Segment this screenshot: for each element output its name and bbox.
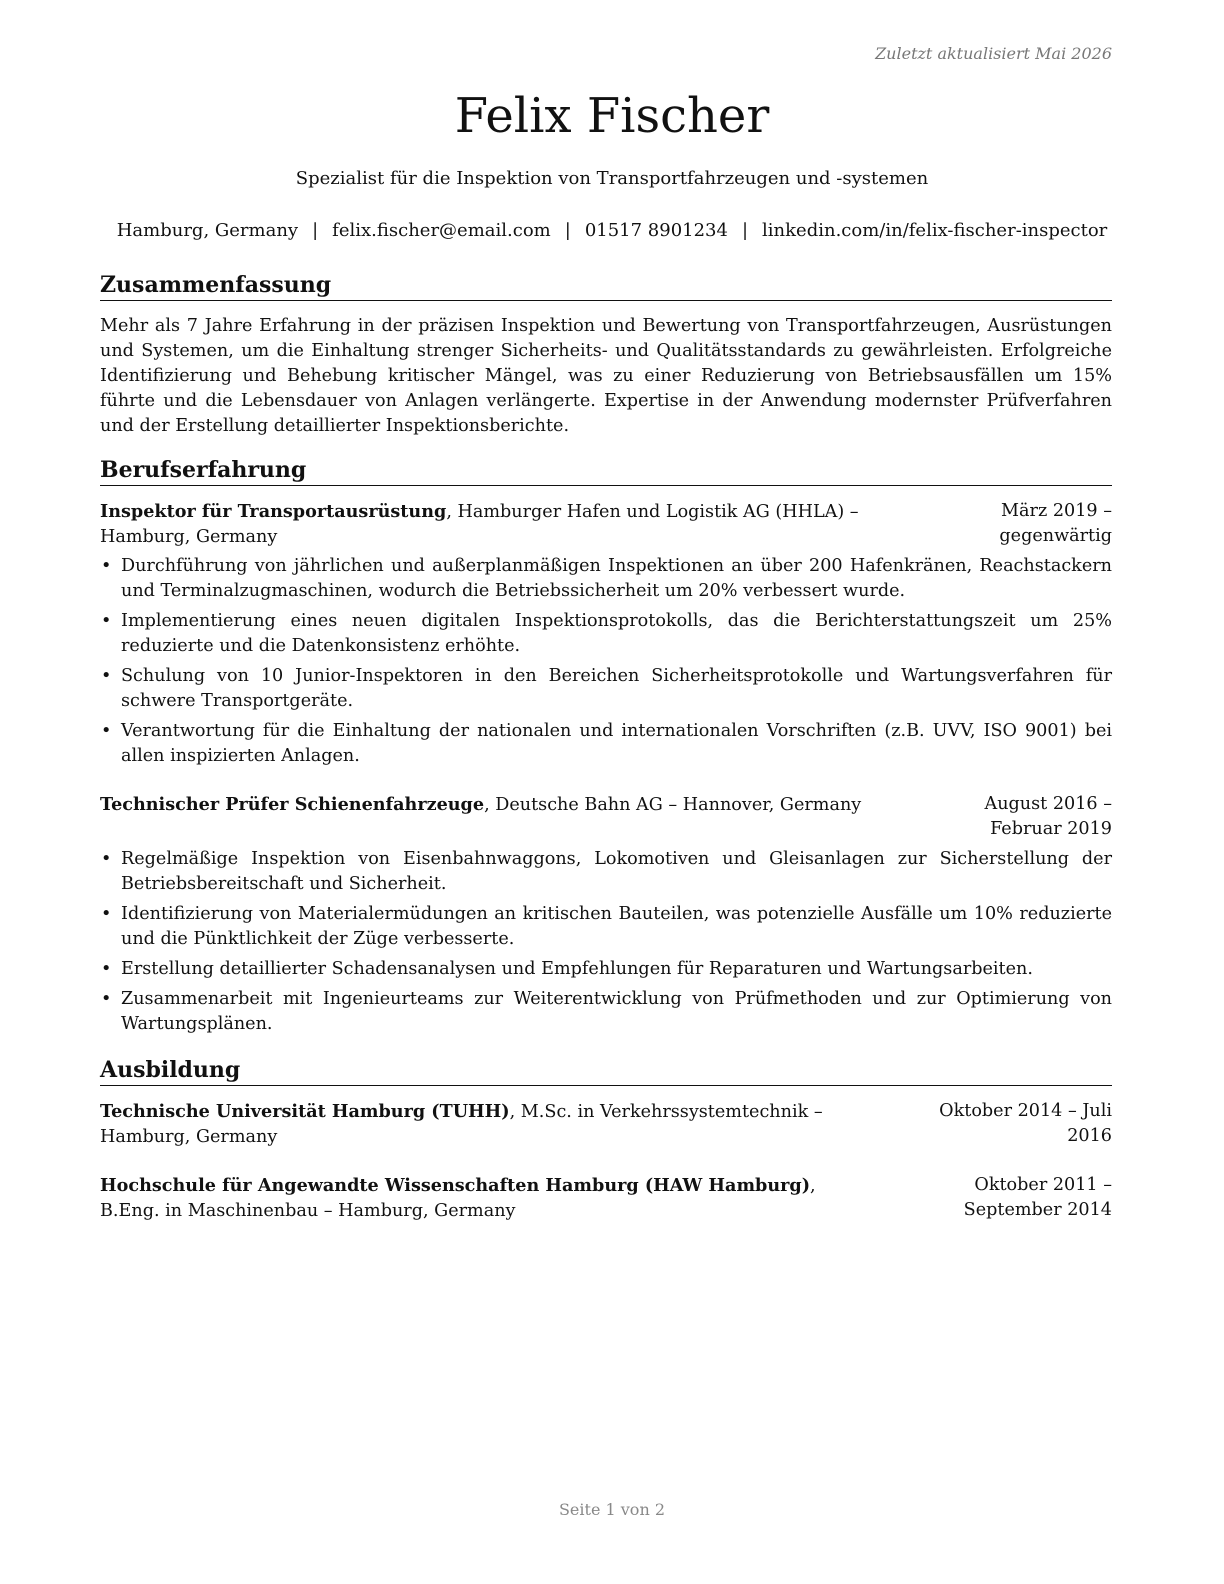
section-title-experience: Berufserfahrung	[100, 455, 1112, 486]
contact-phone: 01517 8901234	[584, 220, 728, 241]
section-title-education: Ausbildung	[100, 1055, 1112, 1086]
contact-separator: |	[741, 220, 749, 241]
list-item: • Schulung von 10 Junior-Inspektoren in den Bereichen Sicherheitsprotokolle und Wartungsverfahren für schwere Transportgeräte.	[100, 664, 1112, 714]
list-item: • Erstellung detaillierter Schadensanalysen und Empfehlungen für Reparaturen und Wartungsarbeiten.	[100, 957, 1112, 982]
contact-location: Hamburg, Germany	[116, 220, 299, 241]
education-detail: , M.Sc. in Verkehrssystemtechnik – Hamburg, Germany	[100, 1102, 823, 1147]
education-entry	[100, 1173, 1112, 1224]
job-role: Inspektor für Transportausrüstung	[100, 501, 447, 522]
education-detail: , B.Eng. in Maschinenbau – Hamburg, Germany	[100, 1176, 816, 1221]
job-org: , Hamburger Hafen und Logistik AG (HHLA) – Hamburg, Germany	[100, 502, 859, 547]
education-school: Technische Universität Hamburg (TUHH)	[100, 1101, 510, 1122]
job-header	[100, 792, 1112, 842]
page-number: Seite 1 von 2	[558, 1500, 666, 1519]
list-item: • Implementierung eines neuen digitalen Inspektionsprotokolls, das die Berichterstattungszeit um 25% reduzierte und die Datenkonsistenz erhöhte.	[100, 609, 1112, 659]
job-header	[100, 499, 1112, 550]
candidate-subtitle: Spezialist für die Inspektion von Transportfahrzeugen und -systemen	[295, 168, 929, 189]
job-role: Technischer Prüfer Schienenfahrzeuge	[100, 794, 485, 815]
list-item: • Regelmäßige Inspektion von Eisenbahnwaggons, Lokomotiven und Gleisanlagen zur Sicherstellung der Betriebsbereitschaft und Sicherheit.	[100, 847, 1112, 897]
candidate-name: Felix Fischer	[454, 88, 770, 144]
job-bullets	[100, 554, 1112, 774]
job-dates: August 2016 – Februar 2019	[984, 794, 1112, 839]
contact-linkedin[interactable]: linkedin.com/in/felix-fischer-inspector	[762, 220, 1108, 241]
education-school: Hochschule für Angewandte Wissenschaften Hamburg (HAW Hamburg)	[100, 1175, 811, 1196]
education-entry	[100, 1099, 1112, 1150]
education-dates: Oktober 2014 – Juli 2016	[939, 1101, 1112, 1146]
contact-line	[0, 218, 1224, 244]
section-title-summary: Zusammenfassung	[100, 270, 1112, 301]
contact-email[interactable]: felix.fischer@email.com	[332, 220, 551, 241]
education-dates: Oktober 2011 – September 2014	[963, 1175, 1112, 1220]
job-bullets	[100, 847, 1112, 1042]
list-item: • Verantwortung für die Einhaltung der nationalen und internationalen Vorschriften (z.B. UVV, ISO 9001) bei allen inspizierten Anlagen.	[100, 719, 1112, 769]
contact-separator: |	[564, 220, 571, 241]
list-item: • Identifizierung von Materialermüdungen an kritischen Bauteilen, was potenzielle Ausfälle um 10% reduzierte und die Pünktlichkeit der Züge verbesserte.	[100, 902, 1112, 952]
list-item: • Durchführung von jährlichen und außerplanmäßigen Inspektionen an über 200 Hafenkränen, Reachstackern und Terminalzugmaschinen, wodurch die Betriebssicherheit um 20% verbessert wurde.	[100, 554, 1112, 604]
last-updated: Zuletzt aktualisiert Mai 2026	[875, 44, 1112, 63]
list-item: • Zusammenarbeit mit Ingenieurteams zur Weiterentwicklung von Prüfmethoden und zur Optimierung von Wartungsplänen.	[100, 987, 1112, 1037]
contact-separator: |	[312, 220, 319, 241]
summary-text: Mehr als 7 Jahre Erfahrung in der präzisen Inspektion und Bewertung von Transportfahrzeugen, Ausrüstungen und Systemen, um die Einhaltung strenger Sicherheits- und Qualitätsstandards zu gewährleisten. Erfolgreiche Identifizierung und Behebung kritischer Mängel, was zu einer Reduzierung von Betriebsausfällen um 15% führte und die Lebensdauer von Anlagen verlängerte. Expertise in der Anwendung modernster Prüfverfahren und der Erstellung detaillierter Inspektionsberichte.	[100, 316, 1112, 436]
job-org: , Deutsche Bahn AG – Hannover, Germany	[484, 795, 862, 815]
job-dates: März 2019 – gegenwärtig	[999, 501, 1112, 546]
